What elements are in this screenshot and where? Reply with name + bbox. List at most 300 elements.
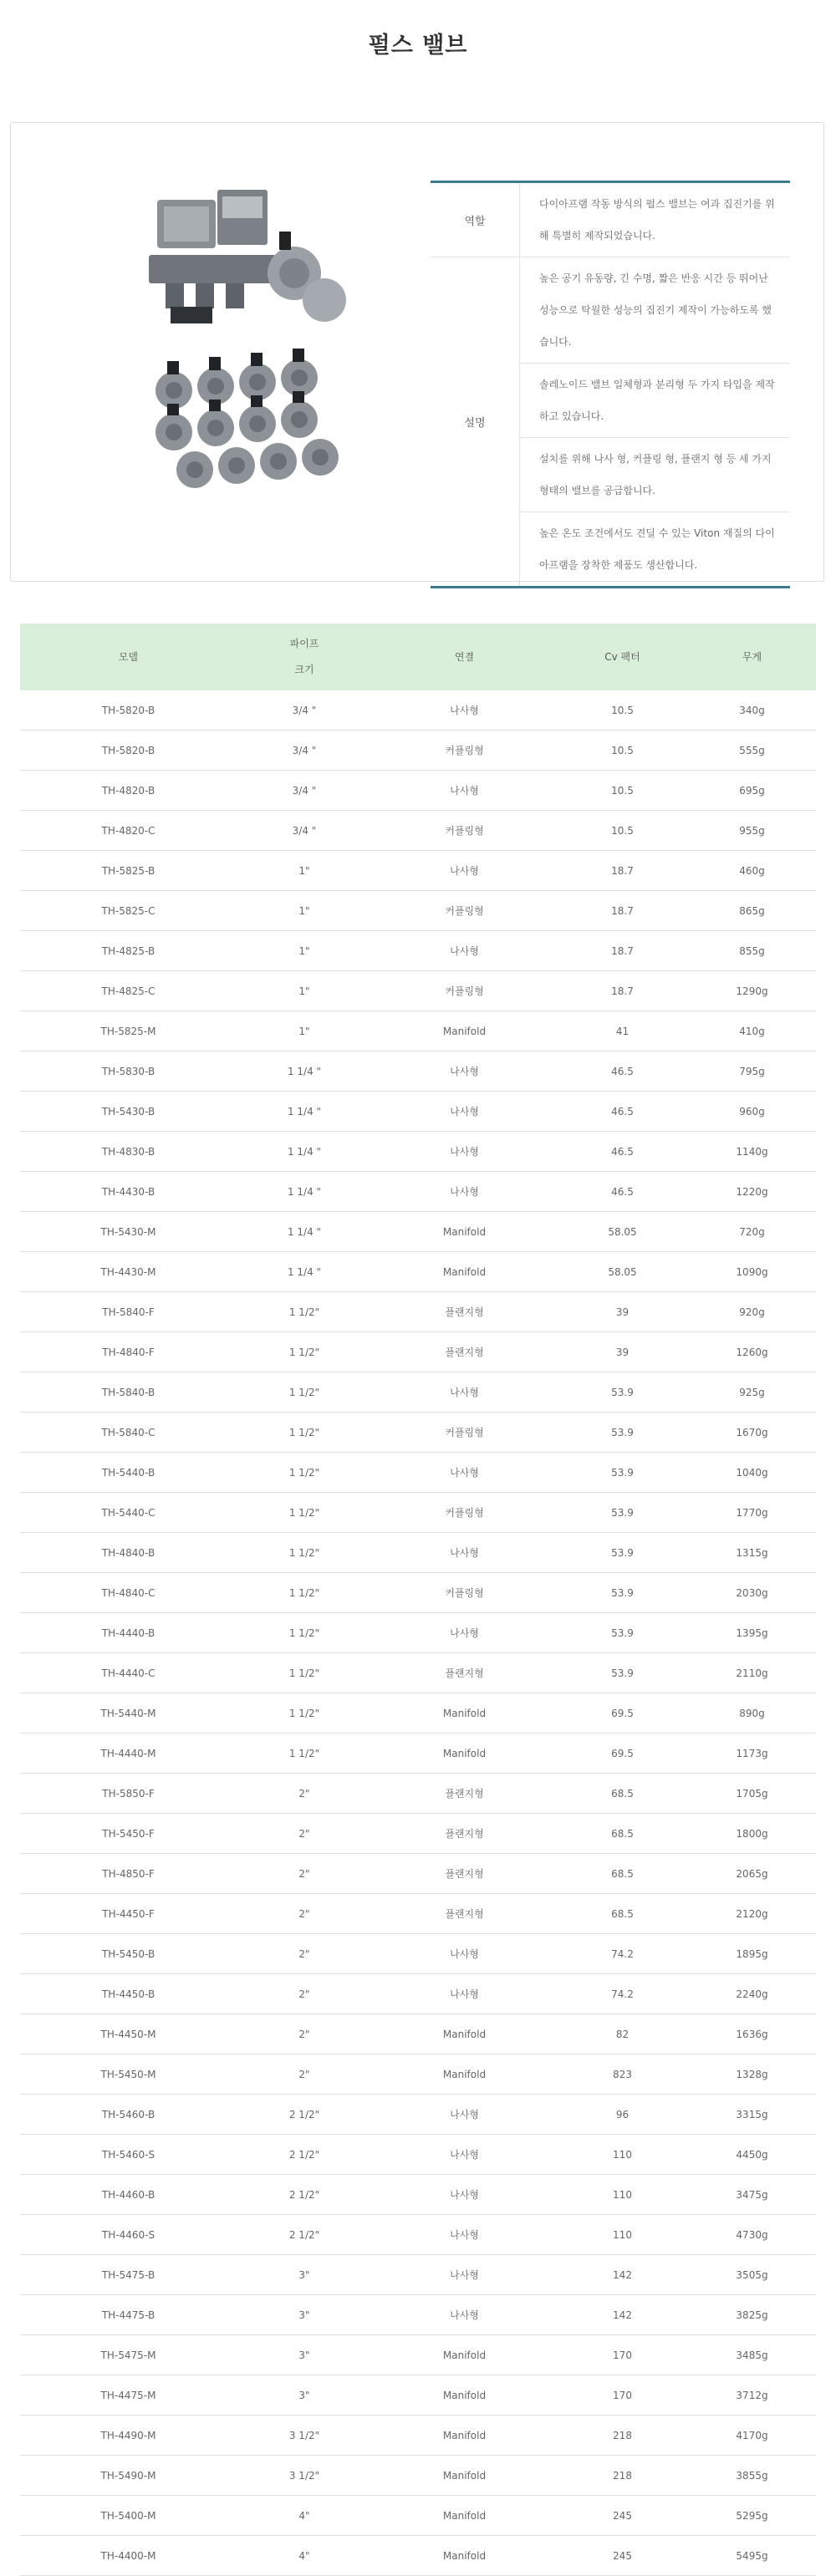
- model-cell: TH-5440-C: [20, 1493, 237, 1533]
- cv-factor-cell: 10.5: [557, 811, 688, 851]
- model-cell: TH-5400-M: [20, 2496, 237, 2536]
- weight-cell: 460g: [688, 851, 816, 891]
- table-row: [20, 2536, 816, 2576]
- connection-cell: 나사형: [372, 1934, 557, 1974]
- model-cell: TH-4840-F: [20, 1332, 237, 1372]
- connection-cell: 나사형: [372, 1372, 557, 1413]
- weight-cell: 3485g: [688, 2335, 816, 2375]
- description-label: 설명: [431, 257, 520, 588]
- model-cell: TH-5450-B: [20, 1934, 237, 1974]
- connection-cell: Manifold: [372, 2536, 557, 2576]
- cv-factor-cell: 46.5: [557, 1092, 688, 1132]
- table-row: [20, 2175, 816, 2215]
- connection-cell: 플랜지형: [372, 1292, 557, 1332]
- pipe-size-cell: 2 1/2": [237, 2215, 372, 2255]
- table-row: [20, 971, 816, 1011]
- cv-factor-cell: 170: [557, 2335, 688, 2375]
- weight-cell: 2120g: [688, 1894, 816, 1934]
- table-row: [20, 931, 816, 971]
- connection-cell: 커플링형: [372, 1413, 557, 1453]
- pipe-size-cell: 2 1/2": [237, 2175, 372, 2215]
- cv-factor-cell: 68.5: [557, 1894, 688, 1934]
- model-cell: TH-4460-B: [20, 2175, 237, 2215]
- cv-factor-cell: 53.9: [557, 1413, 688, 1453]
- weight-cell: 1800g: [688, 1814, 816, 1854]
- cv-factor-cell: 68.5: [557, 1814, 688, 1854]
- weight-cell: 555g: [688, 731, 816, 771]
- connection-cell: Manifold: [372, 1252, 557, 1292]
- connection-cell: 나사형: [372, 1613, 557, 1653]
- model-cell: TH-5460-B: [20, 2095, 237, 2135]
- weight-cell: 3475g: [688, 2175, 816, 2215]
- pipe-size-cell: 3 1/2": [237, 2456, 372, 2496]
- weight-cell: 3855g: [688, 2456, 816, 2496]
- connection-cell: 나사형: [372, 931, 557, 971]
- cv-factor-cell: 10.5: [557, 690, 688, 731]
- table-row: [20, 2054, 816, 2095]
- cv-factor-cell: 245: [557, 2496, 688, 2536]
- table-row: [20, 1774, 816, 1814]
- model-cell: TH-5850-F: [20, 1774, 237, 1814]
- product-info-table: [431, 181, 790, 588]
- weight-cell: 5295g: [688, 2496, 816, 2536]
- table-row: [20, 2335, 816, 2375]
- pipe-size-cell: 1 1/4 ": [237, 1132, 372, 1172]
- table-row: [20, 1733, 816, 1774]
- cv-factor-cell: 823: [557, 2054, 688, 2095]
- table-row: [20, 1252, 816, 1292]
- connection-cell: Manifold: [372, 2054, 557, 2095]
- connection-cell: Manifold: [372, 1212, 557, 1252]
- model-cell: TH-5820-B: [20, 731, 237, 771]
- header-model: 모델: [20, 624, 237, 690]
- description-item: 높은 공기 유동량, 긴 수명, 짧은 반응 시간 등 뛰어난 성능으로 탁월한 성능의 집진기 제작이 가능하도록 했습니다.: [520, 257, 791, 364]
- model-cell: TH-4475-M: [20, 2375, 237, 2416]
- model-cell: TH-5440-M: [20, 1693, 237, 1733]
- role-label: 역할: [431, 182, 520, 257]
- pipe-size-cell: 2": [237, 1974, 372, 2014]
- model-cell: TH-4820-C: [20, 811, 237, 851]
- connection-cell: 플랜지형: [372, 1332, 557, 1372]
- model-cell: TH-4475-B: [20, 2295, 237, 2335]
- model-cell: TH-4430-M: [20, 1252, 237, 1292]
- weight-cell: 2065g: [688, 1854, 816, 1894]
- cv-factor-cell: 39: [557, 1332, 688, 1372]
- weight-cell: 1090g: [688, 1252, 816, 1292]
- table-row: [20, 1132, 816, 1172]
- connection-cell: Manifold: [372, 2375, 557, 2416]
- weight-cell: 720g: [688, 1212, 816, 1252]
- weight-cell: 3315g: [688, 2095, 816, 2135]
- connection-cell: 플랜지형: [372, 1854, 557, 1894]
- pipe-size-cell: 1 1/4 ": [237, 1252, 372, 1292]
- table-row: [20, 1292, 816, 1332]
- cv-factor-cell: 218: [557, 2416, 688, 2456]
- pipe-size-cell: 1 1/2": [237, 1292, 372, 1332]
- header-weight: 무게: [688, 624, 816, 690]
- cv-factor-cell: 245: [557, 2536, 688, 2576]
- table-row: [20, 1453, 816, 1493]
- pipe-size-cell: 1": [237, 891, 372, 931]
- cv-factor-cell: 68.5: [557, 1854, 688, 1894]
- connection-cell: 나사형: [372, 1092, 557, 1132]
- table-row: [20, 1051, 816, 1092]
- cv-factor-cell: 69.5: [557, 1693, 688, 1733]
- connection-cell: 커플링형: [372, 731, 557, 771]
- cv-factor-cell: 18.7: [557, 851, 688, 891]
- weight-cell: 1328g: [688, 2054, 816, 2095]
- model-cell: TH-4830-B: [20, 1132, 237, 1172]
- connection-cell: 나사형: [372, 2255, 557, 2295]
- connection-cell: 나사형: [372, 1974, 557, 2014]
- model-cell: TH-4825-C: [20, 971, 237, 1011]
- connection-cell: Manifold: [372, 2416, 557, 2456]
- pipe-size-cell: 3/4 ": [237, 690, 372, 731]
- cv-factor-cell: 18.7: [557, 891, 688, 931]
- table-row: [20, 1413, 816, 1453]
- weight-cell: 3712g: [688, 2375, 816, 2416]
- connection-cell: Manifold: [372, 1693, 557, 1733]
- weight-cell: 1260g: [688, 1332, 816, 1372]
- cv-factor-cell: 10.5: [557, 771, 688, 811]
- weight-cell: 4170g: [688, 2416, 816, 2456]
- pipe-size-cell: 1 1/2": [237, 1332, 372, 1372]
- weight-cell: 1040g: [688, 1453, 816, 1493]
- cv-factor-cell: 18.7: [557, 971, 688, 1011]
- cv-factor-cell: 46.5: [557, 1132, 688, 1172]
- description-item: 솔레노이드 밸브 일체형과 분리형 두 가지 타입을 제작하고 있습니다.: [520, 364, 791, 438]
- cv-factor-cell: 142: [557, 2255, 688, 2295]
- model-cell: TH-5825-B: [20, 851, 237, 891]
- role-text: 다이아프램 작동 방식의 펄스 밸브는 여과 집진기를 위해 특별히 제작되었습니다.: [520, 182, 791, 257]
- model-cell: TH-4820-B: [20, 771, 237, 811]
- connection-cell: 나사형: [372, 2295, 557, 2335]
- cv-factor-cell: 53.9: [557, 1613, 688, 1653]
- model-cell: TH-4825-B: [20, 931, 237, 971]
- weight-cell: 5495g: [688, 2536, 816, 2576]
- weight-cell: 1895g: [688, 1934, 816, 1974]
- connection-cell: 나사형: [372, 2135, 557, 2175]
- description-item: 높은 온도 조건에서도 견딜 수 있는 Viton 재질의 다이아프램을 장착한 제품도 생산합니다.: [520, 512, 791, 588]
- table-row: [20, 1854, 816, 1894]
- cv-factor-cell: 53.9: [557, 1573, 688, 1613]
- model-cell: TH-4450-M: [20, 2014, 237, 2054]
- table-row: [20, 1011, 816, 1051]
- model-cell: TH-4430-B: [20, 1172, 237, 1212]
- header-connection: 연결: [372, 624, 557, 690]
- pipe-size-cell: 1 1/2": [237, 1693, 372, 1733]
- page-title: 펄스 밸브: [368, 33, 468, 59]
- weight-cell: 925g: [688, 1372, 816, 1413]
- table-row: [20, 2095, 816, 2135]
- pipe-size-cell: 1 1/2": [237, 1413, 372, 1453]
- model-cell: TH-4440-B: [20, 1613, 237, 1653]
- table-row: [20, 1332, 816, 1372]
- pipe-size-cell: 3": [237, 2295, 372, 2335]
- connection-cell: 플랜지형: [372, 1653, 557, 1693]
- pipe-size-cell: 1 1/4 ": [237, 1092, 372, 1132]
- weight-cell: 1670g: [688, 1413, 816, 1453]
- header-cv-factor: Cv 팩터: [557, 624, 688, 690]
- pipe-size-cell: 1": [237, 1011, 372, 1051]
- weight-cell: 2110g: [688, 1653, 816, 1693]
- table-row: [20, 811, 816, 851]
- cv-factor-cell: 58.05: [557, 1212, 688, 1252]
- table-row: [20, 2295, 816, 2335]
- model-cell: TH-4840-B: [20, 1533, 237, 1573]
- table-row: [20, 2496, 816, 2536]
- model-cell: TH-5475-M: [20, 2335, 237, 2375]
- model-cell: TH-5440-B: [20, 1453, 237, 1493]
- model-cell: TH-4440-M: [20, 1733, 237, 1774]
- connection-cell: 나사형: [372, 2215, 557, 2255]
- model-cell: TH-5450-F: [20, 1814, 237, 1854]
- model-cell: TH-5460-S: [20, 2135, 237, 2175]
- pipe-size-cell: 3": [237, 2335, 372, 2375]
- connection-cell: 나사형: [372, 1051, 557, 1092]
- weight-cell: 1636g: [688, 2014, 816, 2054]
- cv-factor-cell: 82: [557, 2014, 688, 2054]
- cv-factor-cell: 96: [557, 2095, 688, 2135]
- connection-cell: 나사형: [372, 1453, 557, 1493]
- cv-factor-cell: 218: [557, 2456, 688, 2496]
- weight-cell: 1395g: [688, 1613, 816, 1653]
- model-cell: TH-5840-C: [20, 1413, 237, 1453]
- table-row: [20, 1613, 816, 1653]
- connection-cell: 나사형: [372, 1132, 557, 1172]
- model-cell: TH-5825-M: [20, 1011, 237, 1051]
- table-row: [20, 1573, 816, 1613]
- cv-factor-cell: 53.9: [557, 1653, 688, 1693]
- connection-cell: 커플링형: [372, 1573, 557, 1613]
- cv-factor-cell: 53.9: [557, 1453, 688, 1493]
- pipe-size-cell: 2": [237, 1774, 372, 1814]
- description-item: 설치를 위해 나사 형, 커플링 형, 플랜지 형 등 세 가지 형태의 밸브를 공급합니다.: [520, 438, 791, 512]
- cv-factor-cell: 74.2: [557, 1974, 688, 2014]
- model-cell: TH-4840-C: [20, 1573, 237, 1613]
- pipe-size-cell: 2": [237, 1894, 372, 1934]
- connection-cell: 커플링형: [372, 811, 557, 851]
- pipe-size-cell: 2": [237, 2054, 372, 2095]
- table-row: [20, 771, 816, 811]
- pipe-size-cell: 2": [237, 1934, 372, 1974]
- connection-cell: 나사형: [372, 2175, 557, 2215]
- connection-cell: Manifold: [372, 2335, 557, 2375]
- pipe-size-cell: 2": [237, 1854, 372, 1894]
- model-cell: TH-5450-M: [20, 2054, 237, 2095]
- description-row: [431, 257, 790, 364]
- connection-cell: 나사형: [372, 1172, 557, 1212]
- pipe-size-cell: 1 1/2": [237, 1493, 372, 1533]
- cv-factor-cell: 10.5: [557, 731, 688, 771]
- header-pipe-size: [237, 624, 372, 690]
- model-cell: TH-5490-M: [20, 2456, 237, 2496]
- cv-factor-cell: 53.9: [557, 1533, 688, 1573]
- cv-factor-cell: 41: [557, 1011, 688, 1051]
- connection-cell: 나사형: [372, 2095, 557, 2135]
- connection-cell: 나사형: [372, 851, 557, 891]
- pipe-size-cell: 1 1/2": [237, 1372, 372, 1413]
- model-cell: TH-5475-B: [20, 2255, 237, 2295]
- cv-factor-cell: 39: [557, 1292, 688, 1332]
- header-pipe-size-text: 파이프 크기: [289, 638, 319, 675]
- model-cell: TH-5820-B: [20, 690, 237, 731]
- connection-cell: 플랜지형: [372, 1894, 557, 1934]
- cv-factor-cell: 142: [557, 2295, 688, 2335]
- table-row: [20, 851, 816, 891]
- model-cell: TH-5840-B: [20, 1372, 237, 1413]
- cv-factor-cell: 46.5: [557, 1172, 688, 1212]
- table-row: [20, 2135, 816, 2175]
- pipe-size-cell: 1 1/2": [237, 1533, 372, 1573]
- table-row: [20, 2416, 816, 2456]
- cv-factor-cell: 46.5: [557, 1051, 688, 1092]
- spec-table: [20, 624, 816, 2576]
- connection-cell: 커플링형: [372, 891, 557, 931]
- connection-cell: 나사형: [372, 1533, 557, 1573]
- pipe-size-cell: 2": [237, 2014, 372, 2054]
- model-cell: TH-4850-F: [20, 1854, 237, 1894]
- pipe-size-cell: 1 1/2": [237, 1733, 372, 1774]
- pipe-size-cell: 1 1/4 ": [237, 1172, 372, 1212]
- weight-cell: 3825g: [688, 2295, 816, 2335]
- pipe-size-cell: 4": [237, 2536, 372, 2576]
- connection-cell: 플랜지형: [372, 1774, 557, 1814]
- weight-cell: 410g: [688, 1011, 816, 1051]
- pipe-size-cell: 1 1/4 ": [237, 1212, 372, 1252]
- weight-cell: 1220g: [688, 1172, 816, 1212]
- weight-cell: 1290g: [688, 971, 816, 1011]
- table-row: [20, 1212, 816, 1252]
- cv-factor-cell: 170: [557, 2375, 688, 2416]
- weight-cell: 1140g: [688, 1132, 816, 1172]
- model-cell: TH-4440-C: [20, 1653, 237, 1693]
- pipe-size-cell: 2": [237, 1814, 372, 1854]
- table-row: [20, 1894, 816, 1934]
- cv-factor-cell: 110: [557, 2175, 688, 2215]
- weight-cell: 1770g: [688, 1493, 816, 1533]
- weight-cell: 3505g: [688, 2255, 816, 2295]
- pipe-size-cell: 1": [237, 851, 372, 891]
- connection-cell: 나사형: [372, 690, 557, 731]
- weight-cell: 1315g: [688, 1533, 816, 1573]
- weight-cell: 955g: [688, 811, 816, 851]
- weight-cell: 695g: [688, 771, 816, 811]
- weight-cell: 1705g: [688, 1774, 816, 1814]
- pipe-size-cell: 1": [237, 931, 372, 971]
- connection-cell: Manifold: [372, 2496, 557, 2536]
- pipe-size-cell: 4": [237, 2496, 372, 2536]
- weight-cell: 4730g: [688, 2215, 816, 2255]
- cv-factor-cell: 69.5: [557, 1733, 688, 1774]
- model-cell: TH-5430-M: [20, 1212, 237, 1252]
- model-cell: TH-4490-M: [20, 2416, 237, 2456]
- table-row: [20, 1934, 816, 1974]
- pipe-size-cell: 3/4 ": [237, 811, 372, 851]
- weight-cell: 920g: [688, 1292, 816, 1332]
- model-cell: TH-4460-S: [20, 2215, 237, 2255]
- pipe-size-cell: 3 1/2": [237, 2416, 372, 2456]
- weight-cell: 340g: [688, 690, 816, 731]
- pipe-size-cell: 1 1/4 ": [237, 1051, 372, 1092]
- pipe-size-cell: 1 1/2": [237, 1653, 372, 1693]
- connection-cell: Manifold: [372, 1011, 557, 1051]
- pipe-size-cell: 2 1/2": [237, 2135, 372, 2175]
- weight-cell: 795g: [688, 1051, 816, 1092]
- cv-factor-cell: 110: [557, 2135, 688, 2175]
- table-row: [20, 1172, 816, 1212]
- pipe-size-cell: 1": [237, 971, 372, 1011]
- connection-cell: 커플링형: [372, 971, 557, 1011]
- table-row: [20, 731, 816, 771]
- connection-cell: Manifold: [372, 2456, 557, 2496]
- cv-factor-cell: 18.7: [557, 931, 688, 971]
- connection-cell: Manifold: [372, 1733, 557, 1774]
- model-cell: TH-5830-B: [20, 1051, 237, 1092]
- weight-cell: 2240g: [688, 1974, 816, 2014]
- table-row: [20, 2014, 816, 2054]
- model-cell: TH-4400-M: [20, 2536, 237, 2576]
- model-cell: TH-5825-C: [20, 891, 237, 931]
- pipe-size-cell: 1 1/2": [237, 1573, 372, 1613]
- product-info-box: [10, 122, 824, 582]
- pipe-size-cell: 1 1/2": [237, 1613, 372, 1653]
- weight-cell: 855g: [688, 931, 816, 971]
- model-cell: TH-5840-F: [20, 1292, 237, 1332]
- role-row: [431, 182, 790, 257]
- table-row: [20, 1814, 816, 1854]
- table-row: [20, 1693, 816, 1733]
- cv-factor-cell: 74.2: [557, 1934, 688, 1974]
- table-row: [20, 2255, 816, 2295]
- connection-cell: 나사형: [372, 771, 557, 811]
- model-cell: TH-5430-B: [20, 1092, 237, 1132]
- product-image: [115, 181, 366, 499]
- weight-cell: 1173g: [688, 1733, 816, 1774]
- connection-cell: 플랜지형: [372, 1814, 557, 1854]
- pipe-size-cell: 3": [237, 2375, 372, 2416]
- cv-factor-cell: 53.9: [557, 1493, 688, 1533]
- cv-factor-cell: 110: [557, 2215, 688, 2255]
- table-row: [20, 891, 816, 931]
- pipe-size-cell: 3/4 ": [237, 731, 372, 771]
- table-row: [20, 1372, 816, 1413]
- weight-cell: 2030g: [688, 1573, 816, 1613]
- table-row: [20, 1653, 816, 1693]
- weight-cell: 960g: [688, 1092, 816, 1132]
- cv-factor-cell: 53.9: [557, 1372, 688, 1413]
- model-cell: TH-4450-F: [20, 1894, 237, 1934]
- spec-table-body: [20, 690, 816, 2576]
- table-row: [20, 1533, 816, 1573]
- table-row: [20, 2375, 816, 2416]
- table-row: [20, 2215, 816, 2255]
- connection-cell: Manifold: [372, 2014, 557, 2054]
- table-row: [20, 690, 816, 731]
- pipe-size-cell: 3/4 ": [237, 771, 372, 811]
- cv-factor-cell: 58.05: [557, 1252, 688, 1292]
- table-row: [20, 2456, 816, 2496]
- weight-cell: 4450g: [688, 2135, 816, 2175]
- pipe-size-cell: 2 1/2": [237, 2095, 372, 2135]
- table-row: [20, 1092, 816, 1132]
- connection-cell: 커플링형: [372, 1493, 557, 1533]
- pipe-size-cell: 1 1/2": [237, 1453, 372, 1493]
- pipe-size-cell: 3": [237, 2255, 372, 2295]
- weight-cell: 865g: [688, 891, 816, 931]
- table-row: [20, 1493, 816, 1533]
- table-row: [20, 1974, 816, 2014]
